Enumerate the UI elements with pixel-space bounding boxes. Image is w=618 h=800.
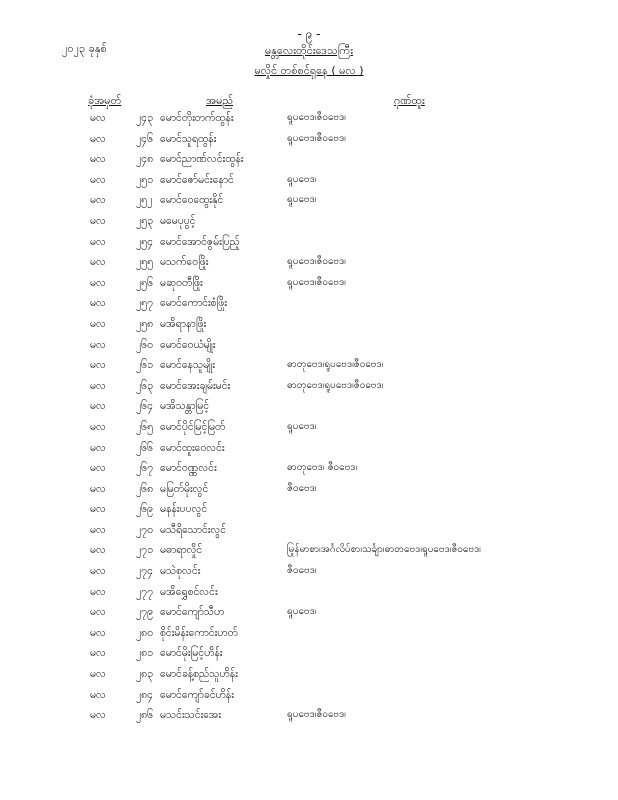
table-row [0, 438, 618, 459]
row-name: မသင်းသင်းအေး [160, 709, 221, 722]
row-qualification: ရူပဗေဒ၊ဇီဝဗေဒ၊ [287, 709, 346, 721]
row-code: မလ [90, 544, 106, 557]
row-number: ၂၈၃ [136, 668, 154, 681]
table-row [0, 376, 618, 397]
row-code: မလ [90, 647, 106, 660]
table-row [0, 643, 618, 664]
row-name: စိုင်းမိန်းကောင်းဟတ် [160, 626, 238, 639]
row-code: မလ [90, 606, 106, 619]
row-name: မသက်ဝေဖြိုး [160, 256, 209, 269]
row-name: မောင်ဝဏ္ဏလင်း [160, 462, 217, 475]
table-row [0, 252, 618, 273]
row-name: မောင်နေသူမျိုး [160, 359, 215, 372]
table-row [0, 396, 618, 417]
row-number: ၂၇၉ [136, 606, 153, 619]
row-number: ၂၅၈ [136, 317, 154, 330]
row-qualification: မြန်မာစာ၊အင်္ဂလိပ်စာ၊သင်္ချာ၊ဓာတုဗေဒ၊ရူပဗေဒ၊ဇီဝဗေဒ၊ [287, 544, 481, 556]
row-qualification: ရူပဗေဒ၊ဇီဝဗေဒ၊ [287, 276, 346, 288]
row-code: မလ [90, 112, 106, 124]
column-header-name: အမည် [206, 94, 234, 107]
row-name: မောင်ထူးဝေလင်း [160, 441, 225, 454]
row-number: ၂၅၆ [136, 276, 153, 289]
row-code: မလ [90, 420, 106, 433]
row-code: မလ [90, 462, 106, 475]
row-number: ၂၆၅ [136, 420, 153, 433]
row-qualification: ရူပဗေဒ၊ [287, 194, 317, 206]
row-number: ၂၆၉ [136, 503, 153, 516]
column-header-code: ခုံအမှတ် [88, 94, 122, 107]
row-number: ၂၇၄ [136, 565, 153, 578]
table-row [0, 190, 618, 211]
table-row [0, 129, 618, 150]
row-qualification: ရူပဗေဒ၊ [287, 420, 317, 432]
row-number: ၂၅၄ [136, 235, 153, 248]
row-qualification: ရူပဗေဒ၊ဇီဝဗေဒ၊ [287, 112, 346, 123]
document-subtitle: မလှိုင် တစ်စင်ရှနေ ( မလ ) [254, 64, 364, 77]
row-name: မဓာရာလှိုင် [160, 544, 203, 557]
row-code: မလ [90, 153, 106, 166]
table-row [0, 108, 618, 129]
table-row [0, 561, 618, 582]
row-name: မောင်ဝေထွေးနိုင် [160, 194, 224, 207]
table-row [0, 540, 618, 561]
table-row [0, 705, 618, 726]
document-title: မန္တလေးတိုင်းဒေသကြီး [265, 44, 353, 57]
table-row [0, 623, 618, 644]
row-number: ၂၅၁ [136, 173, 153, 186]
row-name: မောင်ဝေယံမျိုး [160, 338, 216, 351]
row-number: ၂၄၈ [136, 153, 154, 166]
row-name: မောင်မိုးမြင့်ဟိန်း [160, 647, 223, 660]
row-qualification: ရူပဗေဒ၊ဇီဝဗေဒ၊ [287, 256, 346, 268]
row-number: ၂၆၀ [136, 338, 153, 351]
row-code: မလ [90, 379, 106, 392]
table-row [0, 149, 618, 170]
row-qualification: ရူပဗေဒ၊ [287, 173, 317, 185]
table-row [0, 458, 618, 479]
row-number: ၂၈၁ [136, 647, 154, 660]
row-name: မောင်ကောင်းစံဖြိုး [160, 297, 227, 310]
row-code: မလ [90, 276, 106, 289]
table-row [0, 170, 618, 191]
row-number: ၂၅၂ [136, 194, 153, 207]
table-row [0, 520, 618, 541]
row-code: မလ [90, 482, 106, 495]
table-row [0, 355, 618, 376]
row-name: မောင်အောင်ဇွမ်းပြည့် [160, 235, 240, 248]
row-code: မလ [90, 585, 106, 598]
row-code: မလ [90, 441, 106, 454]
row-number: ၂၆၃ [136, 379, 153, 392]
row-code: မလ [90, 503, 106, 516]
row-qualification: ဓာတုဗေဒ၊ရူပဗေဒ၊ဇီဝဗေဒ၊ [287, 359, 384, 371]
row-name: မမေပုပွင့် [160, 214, 196, 227]
row-code: မလ [90, 523, 106, 536]
row-code: မလ [90, 359, 106, 372]
table-row [0, 273, 618, 294]
row-code: မလ [90, 565, 106, 578]
row-code: မလ [90, 214, 106, 227]
row-code: မလ [90, 626, 106, 639]
row-number: ၂၅၇ [136, 297, 153, 310]
table-row [0, 685, 618, 706]
table-row [0, 479, 618, 500]
row-code: မလ [90, 235, 106, 248]
row-name: မအိရွှေစင်လင်း [160, 585, 218, 598]
table-row [0, 335, 618, 356]
row-name: မအိရာနာဖြိုး [160, 317, 207, 330]
row-number: ၂၅၅ [136, 256, 153, 269]
row-name: မမြတ်မိုးလွင် [160, 482, 209, 495]
row-number: ၂၈၄ [136, 688, 154, 701]
row-name: မောင်သူရထွန်း [160, 132, 217, 145]
row-name: မောင်ဇော်မင်းနောင် [160, 173, 234, 186]
row-name: မောင်အေးချမ်းမင်း [160, 379, 231, 392]
row-name: မောင်ကျော်သီဟ [160, 606, 225, 619]
row-number: ၂၇၇ [136, 585, 153, 598]
row-code: မလ [90, 400, 106, 413]
table-row [0, 582, 618, 603]
row-code: မလ [90, 688, 106, 701]
results-list [0, 108, 618, 726]
row-qualification: ရူပဗေဒ၊ဇီဝဗေဒ၊ [287, 132, 346, 144]
row-code: မလ [90, 668, 106, 681]
row-number: ၂၆၈ [136, 482, 154, 495]
row-code: မလ [90, 256, 106, 269]
row-code: မလ [90, 297, 106, 310]
table-row [0, 211, 618, 232]
table-row [0, 664, 618, 685]
row-number: ၂၆၆ [136, 441, 153, 454]
row-name: မောင်ပိုင်မြင့်မြတ် [160, 420, 226, 433]
year-label: ၂၀၂၃ ခုနှစ် [62, 42, 107, 55]
row-number: ၂၄၆ [136, 132, 153, 145]
row-qualification: ဇီဝဗေဒ၊ [287, 482, 317, 494]
row-number: ၂၈၀ [136, 626, 154, 639]
row-code: မလ [90, 194, 106, 207]
row-name: မောင်ကျော်ခင်ဟိန်း [160, 688, 234, 701]
row-number: ၂၆၇ [136, 462, 153, 475]
row-qualification: ဇီဝဗေဒ၊ [287, 565, 317, 577]
row-name: မသဲစုလင်း [160, 565, 201, 578]
table-row [0, 602, 618, 623]
row-name: မောင်ခန့်စည်သူဟိန်း [160, 668, 238, 681]
table-row [0, 314, 618, 335]
row-name: မသီရိသောင်းလွင် [160, 523, 227, 536]
row-name: မနန်းပပလွင် [160, 503, 208, 516]
row-number: ၂၈၆ [136, 709, 154, 722]
row-name: မအိသန္တာမြင့် [160, 400, 210, 413]
row-number: ၂၆၄ [136, 400, 153, 413]
row-number: ၂၄၃ [136, 112, 153, 124]
row-number: ၂၅၃ [136, 214, 153, 227]
row-code: မလ [90, 338, 106, 351]
row-qualification: ရူပဗေဒ၊ [287, 606, 317, 618]
row-name: မဆုဝတီဖြိုး [160, 276, 203, 289]
row-number: ၂၇၀ [136, 523, 153, 536]
row-code: မလ [90, 709, 106, 722]
row-qualification: ဓာတုဗေဒ၊ ဇီဝဗေဒ၊ [287, 462, 358, 474]
row-name: မောင်တိုးတက်ထွန်း [160, 112, 234, 124]
column-header-qualification: ဂုဏ်ထူး [394, 94, 425, 107]
row-code: မလ [90, 132, 106, 145]
table-row [0, 417, 618, 438]
table-row [0, 232, 618, 253]
row-code: မလ [90, 317, 106, 330]
page-number: - ၉ - [297, 27, 321, 41]
row-qualification: ဓာတုဗေဒ၊ရူပဗေဒ၊ဇီဝဗေဒ၊ [287, 379, 384, 391]
row-number: ၂၇၁ [136, 544, 153, 557]
table-row [0, 293, 618, 314]
table-row [0, 499, 618, 520]
row-number: ၂၆၁ [136, 359, 153, 372]
row-name: မောင်ညာဏ်လင်းထွန်း [160, 153, 244, 166]
row-code: မလ [90, 173, 106, 186]
